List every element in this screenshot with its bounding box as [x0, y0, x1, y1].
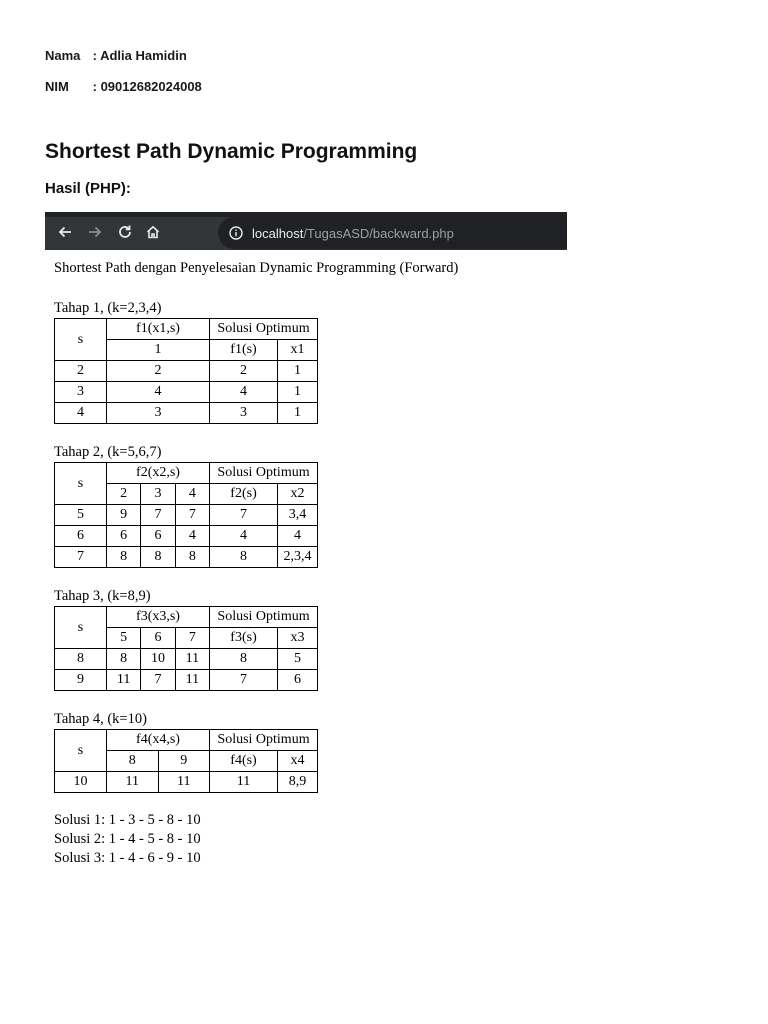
address-bar[interactable] — [218, 217, 567, 249]
fs-header: f2(s) — [210, 484, 278, 505]
fs-header: f1(s) — [210, 340, 278, 361]
solution-line: Solusi 1: 1 - 3 - 5 - 8 - 10 — [54, 812, 201, 828]
optimum-value-cell: 8 — [210, 649, 278, 670]
optimum-header: Solusi Optimum — [210, 607, 318, 628]
decision-col-header: 3 — [141, 484, 175, 505]
state-cell: 2 — [55, 361, 107, 382]
x-header: x4 — [278, 751, 318, 772]
optimum-value-cell: 4 — [210, 526, 278, 547]
state-header: s — [55, 730, 107, 772]
state-cell: 6 — [55, 526, 107, 547]
solution-line: Solusi 2: 1 - 4 - 5 - 8 - 10 — [54, 831, 201, 847]
stage-table — [54, 462, 318, 568]
state-cell: 9 — [55, 670, 107, 691]
state-cell: 10 — [55, 772, 107, 793]
value-cell: 7 — [175, 505, 209, 526]
value-cell: 11 — [107, 772, 159, 793]
url-path: /TugasASD/backward.php — [303, 225, 454, 241]
function-header: f4(x4,s) — [107, 730, 210, 751]
optimum-value-cell: 11 — [210, 772, 278, 793]
value-cell: 6 — [107, 526, 141, 547]
nim-label: NIM — [45, 79, 69, 94]
table-row — [55, 772, 318, 793]
table-row — [55, 649, 318, 670]
reload-icon[interactable] — [115, 222, 135, 242]
value-cell: 11 — [175, 670, 209, 691]
function-header: f2(x2,s) — [107, 463, 210, 484]
stage-caption: Tahap 4, (k=10) — [54, 711, 147, 727]
state-cell: 7 — [55, 547, 107, 568]
optimum-decision-cell: 4 — [278, 526, 318, 547]
output-heading: Shortest Path dengan Penyelesaian Dynamic Programming (Forward) — [54, 260, 459, 276]
value-cell: 8 — [107, 649, 141, 670]
value-cell: 8 — [141, 547, 175, 568]
value-cell: 8 — [107, 547, 141, 568]
stage-caption: Tahap 3, (k=8,9) — [54, 588, 151, 604]
optimum-decision-cell: 8,9 — [278, 772, 318, 793]
info-icon[interactable] — [228, 225, 244, 241]
optimum-value-cell: 7 — [210, 670, 278, 691]
state-cell: 3 — [55, 382, 107, 403]
url-host: localhost — [252, 225, 304, 241]
stage-header-row — [55, 463, 318, 484]
result-subtitle: Hasil (PHP): — [45, 180, 131, 197]
value-cell: 3 — [107, 403, 210, 424]
student-name-row — [45, 48, 187, 63]
value-cell: 11 — [175, 649, 209, 670]
decision-col-header: 8 — [107, 751, 159, 772]
optimum-decision-cell: 1 — [278, 382, 318, 403]
state-header: s — [55, 607, 107, 649]
back-arrow-icon[interactable] — [55, 222, 75, 242]
optimum-value-cell: 3 — [210, 403, 278, 424]
optimum-value-cell: 4 — [210, 382, 278, 403]
value-cell: 4 — [175, 526, 209, 547]
stage-caption: Tahap 1, (k=2,3,4) — [54, 300, 162, 316]
document-title: Shortest Path Dynamic Programming — [45, 140, 418, 163]
table-row — [55, 382, 318, 403]
optimum-decision-cell: 3,4 — [278, 505, 318, 526]
optimum-value-cell: 2 — [210, 361, 278, 382]
state-cell: 8 — [55, 649, 107, 670]
optimum-decision-cell: 5 — [278, 649, 318, 670]
stage-header-row — [55, 319, 318, 340]
url-text — [252, 226, 454, 241]
name-value: : Adlia Hamidin — [92, 48, 187, 63]
stage-header-row — [55, 730, 318, 751]
optimum-header: Solusi Optimum — [210, 730, 318, 751]
decision-col-header: 6 — [141, 628, 175, 649]
decision-col-header: 4 — [175, 484, 209, 505]
value-cell: 11 — [158, 772, 210, 793]
state-header: s — [55, 463, 107, 505]
stage-header-row — [55, 607, 318, 628]
value-cell: 7 — [141, 505, 175, 526]
stage-caption: Tahap 2, (k=5,6,7) — [54, 444, 162, 460]
table-row — [55, 670, 318, 691]
table-row — [55, 505, 318, 526]
table-row — [55, 361, 318, 382]
browser-toolbar-screenshot — [45, 212, 567, 250]
stages-container — [54, 298, 458, 793]
decision-col-header: 1 — [107, 340, 210, 361]
decision-col-header: 5 — [107, 628, 141, 649]
solutions-list — [54, 811, 458, 868]
table-row — [55, 526, 318, 547]
optimum-decision-cell: 1 — [278, 361, 318, 382]
value-cell: 11 — [107, 670, 141, 691]
state-header: s — [55, 319, 107, 361]
x-header: x1 — [278, 340, 318, 361]
function-header: f3(x3,s) — [107, 607, 210, 628]
name-label: Nama — [45, 48, 81, 63]
value-cell: 4 — [107, 382, 210, 403]
value-cell: 7 — [141, 670, 175, 691]
home-icon[interactable] — [143, 222, 163, 242]
state-cell: 4 — [55, 403, 107, 424]
optimum-value-cell: 7 — [210, 505, 278, 526]
student-nim-row — [45, 79, 202, 94]
x-header: x2 — [278, 484, 318, 505]
x-header: x3 — [278, 628, 318, 649]
optimum-value-cell: 8 — [210, 547, 278, 568]
decision-col-header: 9 — [158, 751, 210, 772]
table-row — [55, 547, 318, 568]
fs-header: f3(s) — [210, 628, 278, 649]
value-cell: 6 — [141, 526, 175, 547]
solution-line: Solusi 3: 1 - 4 - 6 - 9 - 10 — [54, 850, 201, 866]
value-cell: 9 — [107, 505, 141, 526]
nim-value: : 09012682024008 — [92, 79, 202, 94]
function-header: f1(x1,s) — [107, 319, 210, 340]
table-row — [55, 403, 318, 424]
fs-header: f4(s) — [210, 751, 278, 772]
stage-table — [54, 606, 318, 691]
value-cell: 2 — [107, 361, 210, 382]
php-output — [54, 258, 458, 868]
optimum-header: Solusi Optimum — [210, 463, 318, 484]
optimum-decision-cell: 1 — [278, 403, 318, 424]
stage-table — [54, 729, 318, 793]
optimum-decision-cell: 2,3,4 — [278, 547, 318, 568]
state-cell: 5 — [55, 505, 107, 526]
value-cell: 8 — [175, 547, 209, 568]
decision-col-header: 2 — [107, 484, 141, 505]
forward-arrow-icon[interactable] — [85, 222, 105, 242]
value-cell: 10 — [141, 649, 175, 670]
stage-table — [54, 318, 318, 424]
optimum-header: Solusi Optimum — [210, 319, 318, 340]
optimum-decision-cell: 6 — [278, 670, 318, 691]
decision-col-header: 7 — [175, 628, 209, 649]
